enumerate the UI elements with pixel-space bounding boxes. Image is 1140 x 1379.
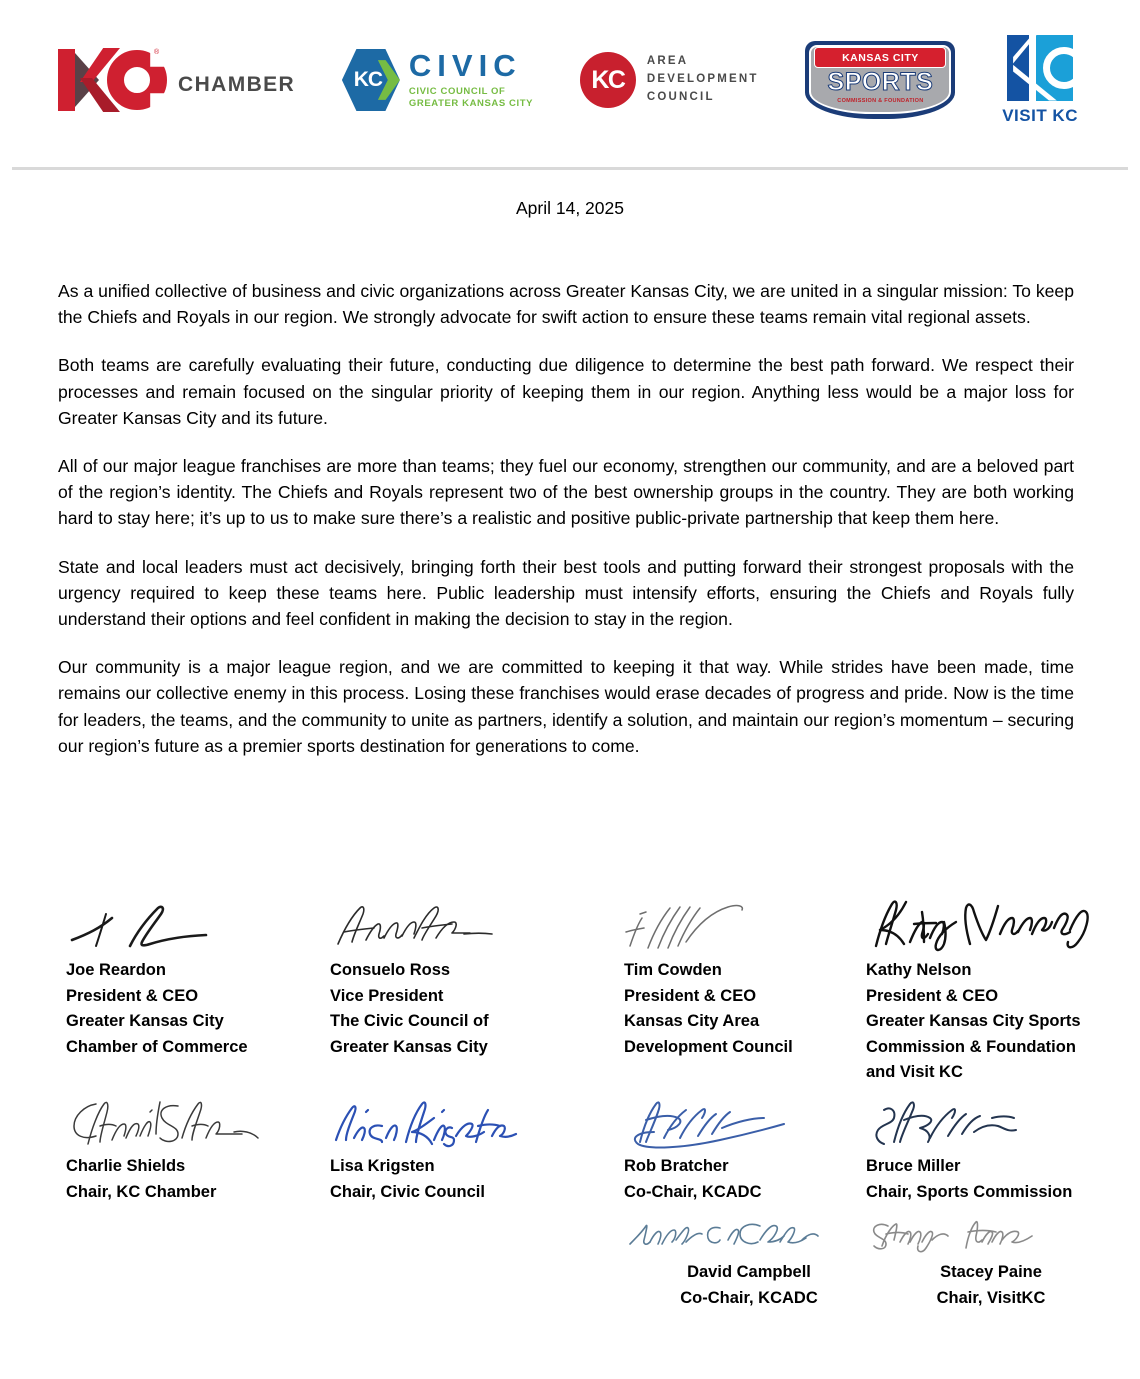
signatory-block (330, 1094, 580, 1205)
kcadc-circle-icon: KC (580, 52, 636, 108)
kc-chamber-wordmark: CHAMBER (178, 72, 296, 96)
civic-tagline-line-2: GREATER KANSAS CITY (408, 98, 534, 109)
logo-slot-kc-chamber (58, 49, 295, 111)
bruce-miller-signature (866, 1094, 1116, 1150)
signatory-org-line: Development Council (624, 1037, 793, 1056)
civic-tagline-line-1: CIVIC COUNCIL OF (408, 86, 506, 98)
signature-row (58, 1094, 1088, 1216)
civic-hexagon-icon (342, 49, 400, 111)
kc-area-development-council-logo (580, 52, 759, 108)
kcadc-wordmark-line-1: AREA (646, 55, 689, 68)
signatory-name: Rob Bratcher (624, 1157, 729, 1175)
signatory-name: Charlie Shields (66, 1157, 186, 1175)
visit-kc-logo (1002, 35, 1078, 126)
signatory-name: Stacey Paine (940, 1263, 1042, 1281)
signatory-block (866, 1094, 1116, 1205)
logo-slot-kcadc (580, 52, 759, 108)
tim-cowden-signature (624, 898, 874, 954)
letter-paragraph: State and local leaders must act decisively, bringing forth their best tools and putting forward their strongest proposals with the urgency required to keep these teams here. Public leadership must intensify efforts, ensuring the Chiefs and Royals fully understand their options and feel confident in making the decision to stay in the region. (58, 556, 1074, 630)
signatory-block (66, 898, 316, 1060)
civic-wordmark-group (409, 50, 533, 110)
signatory-title: Chair, Civic Council (330, 1182, 485, 1201)
signatory-org-line: Chamber of Commerce (66, 1037, 248, 1056)
signatory-name: David Campbell (687, 1263, 811, 1281)
signatory-title: Chair, Sports Commission (866, 1182, 1073, 1201)
lisa-krigsten-signature (330, 1094, 580, 1150)
david-campbell-signature (624, 1216, 874, 1256)
logo-slot-civic-council (342, 49, 533, 111)
visit-kc-wordmark: VISIT KC (1002, 105, 1078, 125)
header-divider-rule (12, 167, 1128, 170)
signatory-org-line: Greater Kansas City (66, 1012, 224, 1030)
signatory-block (330, 898, 580, 1060)
civic-wordmark: CIVIC (408, 48, 522, 84)
stacey-paine-signature (866, 1216, 1116, 1256)
kc-chamber-mark-icon: ® (58, 49, 156, 111)
letter-paragraph: All of our major league franchises are more than teams; they fuel our economy, strengthen our community, and are a beloved part of the region’s identity. The Chiefs and Royals represent two of the best ownership groups in the country. They are both working hard to stay here; it’s up to us to make sure there’s a realistic and positive public-private partnership that keep them here. (58, 456, 1074, 529)
letter-paragraph: Our community is a major league region, and we are committed to keeping it that way. While strides have been made, time remains our collective enemy in this process. Losing these franchises would erase decades of progress and pride. Now is the time for leaders, the teams, and the community to unite as partners, identify a solution, and maintain our region’s momentum – securing our region’s future as a premier sports destination for generations to come. (58, 657, 1074, 756)
signatory-title: Co-Chair, KCADC (680, 1288, 818, 1307)
signatory-block (624, 1216, 874, 1311)
signatory-title: President & CEO (866, 986, 999, 1005)
signatory-org-line: The Civic Council of (330, 1012, 489, 1030)
signature-row (58, 898, 1088, 1094)
kathy-nelson-signature (866, 898, 1116, 954)
logo-slot-kc-sports (805, 41, 955, 119)
signatory-block (624, 898, 874, 1060)
logo-header-bar (0, 0, 1140, 160)
signatory-name: Kathy Nelson (866, 961, 972, 979)
signatory-org-line: Greater Kansas City (330, 1037, 488, 1056)
signatory-block (866, 898, 1116, 1086)
letter-paragraph: Both teams are carefully evaluating their future, conducting due diligence to determine the best path forward. We respect their processes and remain focused on the singular priority of keeping them in our region. Anything less would be a major loss for Greater Kansas City and its future. (58, 355, 1074, 428)
signatory-title: Chair, VisitKC (936, 1288, 1046, 1307)
signatory-title: President & CEO (66, 986, 199, 1005)
signatory-name: Joe Reardon (66, 961, 166, 979)
civic-tagline (409, 86, 533, 110)
kcadc-wordmark-line-3: COUNCIL (646, 90, 715, 103)
kc-chamber-logo (58, 49, 295, 111)
charlie-shields-signature (66, 1094, 316, 1150)
kansas-city-sports-logo (805, 41, 955, 119)
signatory-org-line: Greater Kansas City Sports (866, 1012, 1081, 1030)
letter-date: April 14, 2025 (516, 198, 624, 218)
signatory-title: Co-Chair, KCADC (624, 1182, 762, 1201)
joe-reardon-signature (66, 898, 316, 954)
letter-body (58, 278, 1074, 759)
signatory-org-line: and Visit KC (866, 1063, 963, 1081)
signatory-block (66, 1094, 316, 1205)
sports-subtext: COMMISSION & FOUNDATION (837, 98, 924, 104)
signature-row (58, 1216, 1088, 1306)
signatory-org-line: Commission & Foundation (866, 1037, 1076, 1056)
kcadc-wordmark (647, 53, 759, 106)
signatory-org-line: Kansas City Area (624, 1012, 760, 1030)
signatory-name: Bruce Miller (866, 1157, 961, 1175)
sports-wordmark: SPORTS (827, 68, 934, 96)
logo-slot-visit-kc (1002, 35, 1078, 126)
civic-hex-kc-text: KC (353, 68, 383, 91)
sports-banner-text: KANSAS CITY (814, 47, 946, 68)
signatory-name: Lisa Krigsten (330, 1157, 435, 1175)
visit-kc-square-icon (1007, 35, 1073, 101)
consuelo-ross-signature (330, 898, 580, 954)
signatory-block (866, 1216, 1116, 1311)
signatory-name: Consuelo Ross (330, 961, 451, 979)
signatory-block (624, 1094, 874, 1205)
letter-paragraph: As a unified collective of business and civic organizations across Greater Kansas City, we are united in a singular mission: To keep the Chiefs and Royals in our region. We strongly advocate for swift action to ensure these teams remain vital regional assets. (58, 281, 1074, 328)
kc-civic-council-logo (342, 49, 533, 111)
signatory-title: Chair, KC Chamber (66, 1182, 217, 1201)
signatory-title: Vice President (330, 986, 444, 1005)
signatory-name: Tim Cowden (624, 961, 722, 979)
rob-bratcher-signature (624, 1094, 874, 1150)
kcadc-wordmark-line-2: DEVELOPMENT (646, 73, 759, 86)
signatory-title: President & CEO (624, 986, 757, 1005)
signature-area (58, 898, 1088, 1306)
